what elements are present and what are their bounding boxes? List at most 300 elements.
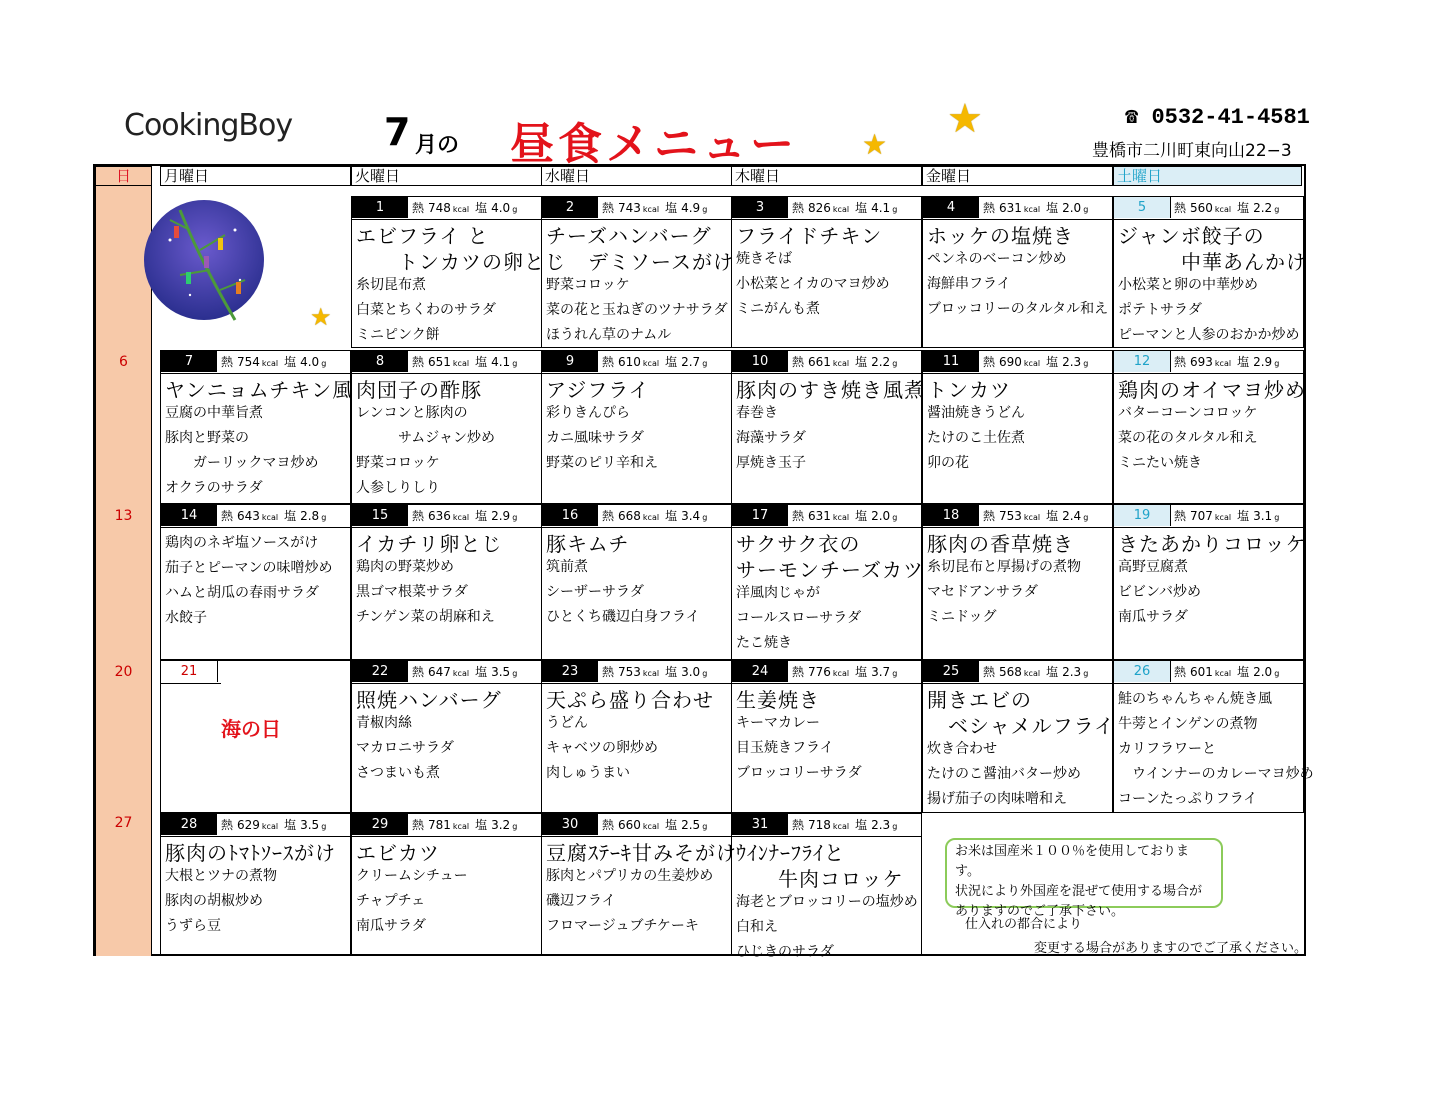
- salt-value: 4.1: [871, 201, 891, 215]
- nutrition-info: [221, 353, 348, 370]
- side-dish: 白菜とちくわのサラダ: [356, 302, 496, 318]
- salt-value: 2.2: [1253, 201, 1273, 215]
- main-dish: [165, 377, 353, 403]
- salt-value: 2.0: [1253, 665, 1273, 679]
- side-dish: 厚焼き玉子: [736, 455, 806, 471]
- salt-label: 塩: [855, 509, 868, 523]
- side-dish: ウインナーのカレーマヨ炒め: [1118, 766, 1314, 782]
- sunday-header: 日: [95, 166, 152, 186]
- weekday-header: 水曜日: [541, 166, 732, 186]
- gram-unit: g: [321, 513, 327, 522]
- nutrition-info: [602, 353, 729, 370]
- salt-label: 塩: [475, 818, 488, 832]
- calories-value: 718: [808, 818, 831, 832]
- main-dish-line: デミソースがけ: [546, 250, 734, 274]
- day-header-bar: [923, 505, 1112, 528]
- day-header-bar: [542, 814, 731, 837]
- side-dish: 鶏肉のネギ塩ソースがけ: [165, 535, 319, 551]
- calories-value: 826: [808, 201, 831, 215]
- main-dish: [356, 531, 502, 557]
- gram-unit: g: [892, 669, 898, 678]
- calories-value: 651: [428, 355, 451, 369]
- salt-value: 2.0: [1062, 201, 1082, 215]
- day-cell: [922, 660, 1113, 813]
- day-cell: [160, 813, 351, 956]
- side-dish: うずら豆: [165, 918, 221, 934]
- gram-unit: g: [512, 359, 518, 368]
- calories-value: 601: [1190, 665, 1213, 679]
- calories-value: 661: [808, 355, 831, 369]
- side-dishes: [546, 711, 658, 786]
- salt-value: 4.0: [300, 355, 320, 369]
- calories-value: 647: [428, 665, 451, 679]
- heat-label: 熱: [412, 355, 425, 369]
- salt-label: 塩: [665, 509, 678, 523]
- main-dish: [736, 223, 882, 249]
- holiday-label: 海の日: [221, 717, 281, 741]
- salt-value: 3.5: [491, 665, 511, 679]
- day-header-bar: [923, 661, 1112, 684]
- calories-value: 693: [1190, 355, 1213, 369]
- side-dishes: [736, 711, 862, 786]
- calories-value: 631: [808, 509, 831, 523]
- kcal-unit: kcal: [832, 669, 850, 678]
- day-header-bar: [352, 351, 541, 374]
- rice-notice: [945, 838, 1223, 919]
- day-header-bar: [732, 505, 921, 528]
- star-icon: ★: [862, 128, 888, 161]
- main-dish-line: 天ぷら盛り合わせ: [546, 688, 714, 712]
- heat-label: 熱: [602, 201, 615, 215]
- gram-unit: g: [892, 359, 898, 368]
- side-dish: シーザーサラダ: [546, 584, 644, 600]
- heat-label: 熱: [983, 201, 996, 215]
- salt-label: 塩: [1046, 665, 1059, 679]
- heat-label: 熱: [792, 665, 805, 679]
- nutrition-info: [602, 507, 729, 524]
- calories-value: 707: [1190, 509, 1213, 523]
- gram-unit: g: [1083, 205, 1089, 214]
- gram-unit: g: [321, 359, 327, 368]
- main-dish: [546, 531, 629, 557]
- nutrition-info: [792, 663, 919, 680]
- date-number: 2: [542, 197, 598, 218]
- salt-label: 塩: [475, 665, 488, 679]
- salt-value: 2.3: [1062, 665, 1082, 679]
- side-dish: 炊き合わせ: [927, 741, 997, 757]
- nutrition-info: [792, 199, 919, 216]
- side-dishes: [165, 864, 277, 939]
- salt-value: 4.0: [491, 201, 511, 215]
- side-dish: うどん: [546, 715, 588, 731]
- day-cell: [731, 813, 922, 960]
- side-dish: 鶏肉の野菜炒め: [356, 559, 454, 575]
- main-dish: [165, 840, 336, 866]
- main-dish-line: ヤンニョムチキン風: [165, 378, 354, 402]
- side-dish: ハムと胡瓜の春雨サラダ: [165, 585, 319, 601]
- salt-value: 2.2: [871, 355, 891, 369]
- main-dish-line: トンカツの卵とじ: [356, 250, 566, 274]
- salt-label: 塩: [475, 355, 488, 369]
- main-dish-line: 豚キムチ: [546, 532, 630, 556]
- calories-value: 610: [618, 355, 641, 369]
- main-dish-line: 豚肉の香草焼き: [927, 532, 1074, 556]
- salt-value: 4.9: [681, 201, 701, 215]
- gram-unit: g: [321, 822, 327, 831]
- side-dish: レンコンと豚肉の: [356, 405, 468, 421]
- calories-value: 568: [999, 665, 1022, 679]
- side-dish: マカロニサラダ: [356, 740, 454, 756]
- heat-label: 熱: [221, 818, 234, 832]
- side-dish: 豆腐の中華旨煮: [165, 405, 263, 421]
- main-dish: [356, 840, 440, 866]
- salt-label: 塩: [1237, 665, 1250, 679]
- side-dish: ビビンバ炒め: [1118, 584, 1202, 600]
- side-dish: カリフラワーと: [1118, 741, 1216, 757]
- day-cell: [160, 350, 354, 504]
- side-dish: 牛蒡とインゲンの煮物: [1118, 716, 1258, 732]
- date-number: 19: [1114, 505, 1171, 526]
- heat-label: 熱: [1174, 665, 1187, 679]
- salt-label: 塩: [855, 201, 868, 215]
- date-number: 12: [1114, 351, 1171, 372]
- side-dishes: [356, 864, 468, 939]
- side-dishes: [736, 581, 861, 656]
- day-header-bar: [732, 351, 921, 374]
- kcal-unit: kcal: [832, 513, 850, 522]
- date-number: 7: [161, 351, 217, 372]
- heat-label: 熱: [792, 509, 805, 523]
- date-number: 14: [161, 505, 217, 526]
- side-dish: ミニがんも煮: [736, 301, 820, 317]
- main-dish-line: ホッケの塩焼き: [927, 224, 1074, 248]
- main-dish: [1118, 377, 1306, 403]
- salt-label: 塩: [855, 355, 868, 369]
- kcal-unit: kcal: [642, 822, 660, 831]
- day-cell: [1113, 504, 1307, 660]
- day-header-bar: [923, 197, 1112, 220]
- side-dishes: [736, 247, 890, 322]
- main-dish: [736, 840, 904, 892]
- day-cell: [922, 196, 1113, 348]
- gram-unit: g: [702, 205, 708, 214]
- heat-label: 熱: [412, 201, 425, 215]
- kcal-unit: kcal: [1023, 205, 1041, 214]
- heat-label: 熱: [602, 665, 615, 679]
- side-dish: 野菜コロッケ: [356, 455, 440, 471]
- weekday-header: 火曜日: [351, 166, 542, 186]
- notice-line: 状況により外国産を混ぜて使用する場合が: [955, 884, 1203, 899]
- side-dish: コーンたっぷりフライ: [1118, 791, 1258, 807]
- heat-label: 熱: [792, 818, 805, 832]
- date-number: 15: [352, 505, 408, 526]
- weekday-header: 金曜日: [922, 166, 1113, 186]
- day-header-bar: [542, 505, 731, 528]
- day-header-bar: [732, 814, 921, 837]
- nutrition-info: [412, 663, 539, 680]
- heat-label: 熱: [983, 509, 996, 523]
- side-dish: ポテトサラダ: [1118, 302, 1202, 318]
- gram-unit: g: [1274, 669, 1280, 678]
- main-dish: [356, 687, 502, 713]
- side-dish: 糸切昆布煮: [356, 277, 426, 293]
- heat-label: 熱: [792, 201, 805, 215]
- nutrition-info: [792, 816, 919, 833]
- side-dish: キャベツの卵炒め: [546, 740, 658, 756]
- side-dish: 春巻き: [736, 405, 778, 421]
- main-dish-line: 生姜焼き: [736, 688, 820, 712]
- day-header-bar: [1114, 197, 1303, 220]
- side-dish: 小松菜とイカのマヨ炒め: [736, 276, 890, 292]
- side-dish: 黒ゴマ根菜サラダ: [356, 584, 468, 600]
- side-dish: フロマージュブチケーキ: [546, 918, 699, 934]
- sunday-date: 13: [114, 508, 133, 524]
- side-dish: 海老とブロッコリーの塩炒め: [736, 894, 918, 910]
- gram-unit: g: [1274, 359, 1280, 368]
- side-dish: 磯辺フライ: [546, 893, 616, 909]
- day-cell: [1113, 196, 1307, 348]
- day-header-bar: [161, 661, 221, 684]
- day-cell: [541, 813, 737, 956]
- day-cell: [351, 350, 542, 504]
- day-cell: [351, 813, 542, 956]
- calories-value: 743: [618, 201, 641, 215]
- nutrition-info: [792, 353, 919, 370]
- calories-value: 753: [999, 509, 1022, 523]
- main-dish-line: ベシャメルフライ: [927, 714, 1115, 738]
- salt-label: 塩: [1237, 355, 1250, 369]
- heat-label: 熱: [602, 355, 615, 369]
- kcal-unit: kcal: [1023, 359, 1041, 368]
- date-number: 23: [542, 661, 598, 682]
- salt-label: 塩: [665, 665, 678, 679]
- day-cell: [541, 196, 732, 348]
- side-dish: さつまいも煮: [356, 765, 440, 781]
- salt-label: 塩: [1046, 509, 1059, 523]
- weekday-header: 土曜日: [1113, 166, 1302, 186]
- nutrition-info: [1174, 663, 1301, 680]
- date-number: 28: [161, 814, 217, 835]
- side-dishes: [546, 401, 658, 476]
- day-cell: [351, 196, 566, 348]
- nutrition-info: [983, 663, 1110, 680]
- calories-value: 690: [999, 355, 1022, 369]
- main-dish: [927, 223, 1074, 249]
- day-header-bar: [352, 661, 541, 684]
- side-dish: 揚げ茄子の肉味噌和え: [927, 791, 1067, 807]
- side-dishes: [927, 401, 1025, 476]
- date-number: 21: [161, 661, 218, 682]
- date-number: 31: [732, 814, 788, 835]
- kcal-unit: kcal: [261, 822, 279, 831]
- salt-value: 3.2: [491, 818, 511, 832]
- heat-label: 熱: [602, 509, 615, 523]
- side-dish: 高野豆腐煮: [1118, 559, 1188, 575]
- gram-unit: g: [1274, 513, 1280, 522]
- side-dish: キーマカレー: [736, 715, 820, 731]
- side-dish: ミニドッグ: [927, 609, 997, 625]
- main-dish-line: ジャンボ餃子の: [1118, 224, 1265, 248]
- side-dish: 洋風肉じゃが: [736, 585, 820, 601]
- side-dish: 鮭のちゃんちゃん焼き風: [1118, 691, 1272, 707]
- main-dish-line: 照焼ハンバーグ: [356, 688, 502, 712]
- day-header-bar: [923, 351, 1112, 374]
- day-cell: [922, 504, 1113, 660]
- phone-number: ☎ 0532-41-4581: [1125, 105, 1310, 130]
- salt-value: 3.7: [871, 665, 891, 679]
- nutrition-info: [221, 816, 348, 833]
- calories-value: 776: [808, 665, 831, 679]
- calories-value: 636: [428, 509, 451, 523]
- date-number: 16: [542, 505, 598, 526]
- calories-value: 660: [618, 818, 641, 832]
- nutrition-info: [412, 816, 539, 833]
- main-dish: [927, 377, 1011, 403]
- side-dish: 茄子とピーマンの味噌炒め: [165, 560, 333, 576]
- date-number: 1: [352, 197, 408, 218]
- date-number: 8: [352, 351, 408, 372]
- side-dish: ひとくち磯辺白身フライ: [546, 609, 700, 625]
- side-dishes: [546, 273, 728, 348]
- gram-unit: g: [892, 822, 898, 831]
- salt-label: 塩: [475, 509, 488, 523]
- month-suffix: 月の: [415, 133, 460, 158]
- salt-label: 塩: [665, 818, 678, 832]
- side-dishes: [356, 555, 495, 630]
- date-number: 24: [732, 661, 788, 682]
- nutrition-info: [1174, 353, 1301, 370]
- side-dish: たけのこ土佐煮: [927, 430, 1025, 446]
- main-dish: [736, 531, 924, 583]
- salt-label: 塩: [284, 355, 297, 369]
- sunday-date: 20: [114, 664, 133, 680]
- change-notice-2: 変更する場合がありますのでご了承ください。: [1034, 941, 1308, 956]
- salt-value: 3.5: [300, 818, 320, 832]
- weekday-header: 月曜日: [160, 166, 351, 186]
- gram-unit: g: [702, 513, 708, 522]
- day-header-bar: [352, 505, 541, 528]
- nutrition-info: [412, 507, 539, 524]
- salt-value: 2.4: [1062, 509, 1082, 523]
- star-icon: ★: [947, 96, 983, 142]
- day-header-bar: [352, 814, 541, 837]
- salt-label: 塩: [475, 201, 488, 215]
- salt-label: 塩: [1237, 509, 1250, 523]
- side-dishes: [546, 555, 700, 630]
- side-dishes: [356, 273, 496, 348]
- side-dishes: [546, 864, 713, 939]
- date-number: 4: [923, 197, 979, 218]
- kcal-unit: kcal: [1214, 513, 1232, 522]
- side-dish: ほうれん草のナムル: [546, 327, 672, 343]
- notice-line: お米は国産米１００％を使用しております。: [955, 844, 1190, 879]
- side-dishes: [736, 890, 918, 965]
- kcal-unit: kcal: [452, 205, 470, 214]
- day-header-bar: [542, 351, 731, 374]
- side-dish: ガーリックマヨ炒め: [165, 455, 319, 471]
- main-dish-line: エビカツ: [356, 841, 440, 865]
- main-dish-line: 豆腐ｽﾃｰｷ甘みそがけ: [546, 841, 737, 865]
- side-dishes: [927, 247, 1108, 322]
- main-dish: [546, 223, 734, 275]
- day-header-bar: [161, 351, 350, 374]
- heat-label: 熱: [221, 355, 234, 369]
- main-dish-line: 開きエビの: [927, 688, 1032, 712]
- nutrition-info: [602, 816, 729, 833]
- gram-unit: g: [512, 669, 518, 678]
- kcal-unit: kcal: [1214, 669, 1232, 678]
- salt-label: 塩: [284, 818, 297, 832]
- salt-value: 2.3: [1062, 355, 1082, 369]
- side-dish: 大根とツナの煮物: [165, 868, 277, 884]
- kcal-unit: kcal: [1023, 669, 1041, 678]
- side-dish: 豚肉と野菜の: [165, 430, 249, 446]
- main-dish-line: トンカツ: [927, 378, 1011, 402]
- day-cell: [1113, 350, 1304, 504]
- nutrition-info: [983, 199, 1110, 216]
- main-dish: [546, 377, 650, 403]
- side-dish: 豚肉の胡椒炒め: [165, 893, 263, 909]
- side-dish: ミニたい焼き: [1118, 455, 1202, 471]
- side-dish: 筑前煮: [546, 559, 588, 575]
- gram-unit: g: [512, 513, 518, 522]
- side-dish: サムジャン炒め: [356, 430, 496, 446]
- day-header-bar: [161, 505, 350, 528]
- main-dish-line: チーズハンバーグ: [546, 224, 712, 248]
- kcal-unit: kcal: [642, 205, 660, 214]
- heat-label: 熱: [1174, 201, 1187, 215]
- nutrition-info: [792, 507, 919, 524]
- side-dish: 野菜のピリ辛和え: [546, 455, 658, 471]
- side-dishes: [927, 737, 1081, 812]
- date-number: 5: [1114, 197, 1171, 218]
- kcal-unit: kcal: [832, 822, 850, 831]
- side-dish: 卯の花: [927, 455, 969, 471]
- side-dishes: [1118, 687, 1314, 812]
- date-number: 30: [542, 814, 598, 835]
- gram-unit: g: [892, 513, 898, 522]
- calories-value: 668: [618, 509, 641, 523]
- cookingboy-logo: CookingBoy: [124, 108, 293, 143]
- nutrition-info: [221, 507, 348, 524]
- side-dish: 水餃子: [165, 610, 207, 626]
- side-dish: ペンネのベーコン炒め: [927, 251, 1067, 267]
- main-dish-line: ｳｲﾝﾅｰﾌﾗｲと: [736, 841, 845, 865]
- heat-label: 熱: [1174, 509, 1187, 523]
- kcal-unit: kcal: [642, 513, 660, 522]
- nutrition-info: [412, 353, 539, 370]
- change-notice-1: 仕入れの都合により: [965, 917, 1083, 932]
- salt-value: 3.0: [681, 665, 701, 679]
- main-dish: [1118, 223, 1307, 275]
- heat-label: 熱: [983, 665, 996, 679]
- side-dish: 彩りきんぴら: [546, 405, 630, 421]
- salt-label: 塩: [665, 355, 678, 369]
- nutrition-info: [983, 507, 1110, 524]
- side-dish: 肉しゅうまい: [546, 765, 630, 781]
- side-dish: ミニピンク餅: [356, 327, 440, 343]
- side-dish: ひじきのサラダ: [736, 944, 834, 960]
- day-cell: [541, 660, 732, 813]
- gram-unit: g: [702, 359, 708, 368]
- nutrition-info: [983, 353, 1110, 370]
- day-cell: [160, 660, 351, 813]
- gram-unit: g: [1083, 359, 1089, 368]
- side-dishes: [1118, 401, 1257, 476]
- side-dish: 小松菜と卵の中華炒め: [1118, 277, 1258, 293]
- nutrition-info: [602, 663, 729, 680]
- side-dish: 醤油焼きうどん: [927, 405, 1025, 421]
